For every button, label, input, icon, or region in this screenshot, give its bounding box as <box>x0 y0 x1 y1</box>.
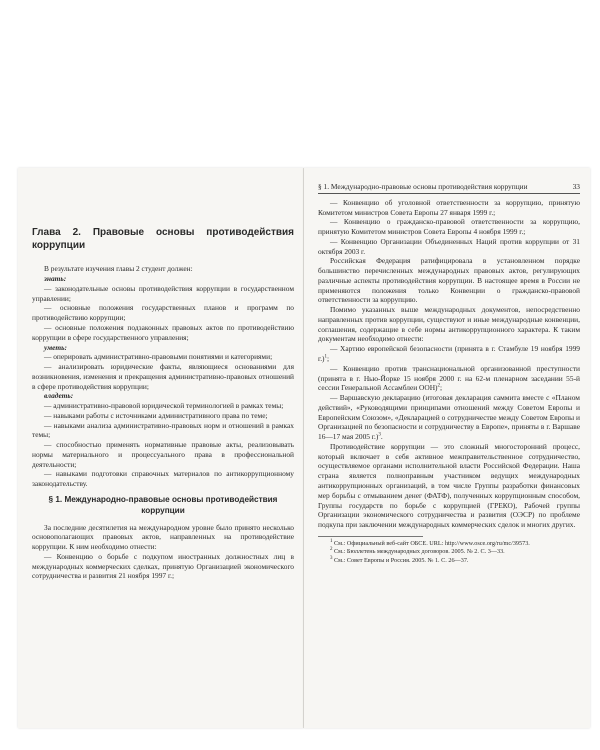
section-list-item: — Конвенцию о борьбе с подкупом иностранных должностных лиц в международных коммерческих сделках, принятую Организацией экономического сотрудничества и развития 21 ноября 1997 г.; <box>32 551 294 581</box>
know-label: знать: <box>44 274 67 284</box>
footnote: $^2$ См.: Бюллетень международных договоров. 2005. № 2. С. 3—33. <box>330 547 505 556</box>
document-item: — Хартию европейской безопасности (принята в г. Стамбуле 19 ноября 1999 г.)$^1$; <box>318 344 580 364</box>
ratification-paragraph: Российская Федерация ратифицировала в установленном порядке большинство перечисленных международных правовых актов, регулирующих различные аспекты противодействия коррупции. В настоящее время в России не применяются положения только Конвенции о гражданско-правовой ответственности за коррупцию. <box>318 256 580 305</box>
section-paragraph: За последние десятилетия на международном уровне было принято несколько основополагающих правовых актов, направленных на противодействие коррупции. К ним необходимо отнести: <box>32 522 294 552</box>
master-item: — навыками анализа административно-правовых норм и отношений в рамках темы; <box>32 420 294 440</box>
other-documents-paragraph: Помимо указанных выше международных документов, непосредственно направленных против коррупции, существуют и иные международные конвенции, соглашения, содержащие в себе нормы антикоррупционного характера. К таким документам необходимо отнести: <box>318 305 580 344</box>
know-item: — основные положения государственных планов и программ по противодействию коррупции; <box>32 303 294 323</box>
footnotes <box>318 536 530 565</box>
footnote-mark: 2 <box>437 383 441 389</box>
able-item: — анализировать юридические факты, являющиеся основаниями для возникновения, изменения и прекращения административно-правовых отношений в сфере противодействия коррупции; <box>32 362 294 391</box>
able-label: уметь: <box>44 342 67 352</box>
convention-item: — Конвенцию Организации Объединенных Наций против коррупции от 31 октября 2003 г. <box>318 236 580 256</box>
left-page <box>18 168 304 728</box>
page-number: 33 <box>572 182 580 191</box>
know-item: — законодательные основы противодействия коррупции в государственном управлении; <box>32 283 294 303</box>
chapter-title: Глава 2. Правовые основы противодействия коррупции <box>32 227 294 252</box>
final-paragraph: Противодействие коррупции — это сложный многосторонний процесс, который включает в себя активное межправительственное сотрудничество, осуществляемое органами исполнительной власти Российской Федерации. Наша страна является полноправным участником ведущих международных антикоррупционных организаций, в том числе Группы разработки финансовых мер борьбы с отмыванием денег (ФАТФ), полученных коррупционным способом, Группы государств по борьбе с коррупцией (ГРЕКО), Рабочей группы Организации экономического сотрудничества и развития (ОЭСР) по проблеме подкупа при заключении международных коммерческих сделок и многих других. <box>318 441 580 530</box>
master-item: — способностью применять нормативные правовые акты, реализовывать нормы материального и процессуального права в профессиональной деятельности; <box>32 440 294 469</box>
running-head-title: § 1. Международно-правовые основы противодействия коррупции <box>318 182 528 191</box>
footnote: $^3$ См.: Совет Европы и Россия. 2005. № 1. С. 26—37. <box>330 555 469 564</box>
section-title: § 1. Международно-правовые основы противодействия коррупции <box>48 494 278 515</box>
master-label: владеть: <box>44 391 74 401</box>
footnote-mark: 1 <box>324 354 328 360</box>
running-head <box>318 182 580 194</box>
know-item: — основные положения подзаконных правовых актов по противодействию коррупции в сфере государственного управления; <box>32 322 294 342</box>
left-page-content <box>32 226 294 581</box>
intro-text: В результате изучения главы 2 студент должен: <box>44 264 193 274</box>
document-item: — Варшавскую декларацию (итоговая декларация саммита вместе с «Планом действий», «Руководящими принципами отношений между Советом Европы и Европейским Союзом», «Декларацией о сотрудничестве между Советом Европы и Организацией по безопасности и сотрудничеству в Европе», приняты в г. Варшаве 16—17 мая 2005 г.)$^3$. <box>318 393 580 442</box>
master-item: — навыками работы с источниками административного права по теме; <box>44 410 268 420</box>
footnote-mark: 3 <box>378 432 381 438</box>
convention-item: — Конвенцию об уголовной ответственности за коррупцию, принятую Комитетом министров Совета Европы 27 января 1999 г.; <box>318 197 580 217</box>
footnote: $^1$ См.: Официальный веб-сайт ОБСЕ. URL: http://www.osce.org/ru/mc/39573. <box>330 538 530 547</box>
master-item: — навыками подготовки справочных материалов по антикоррупционному законодательству. <box>32 469 294 489</box>
master-item: — административно-правовой юридической терминологией в рамках темы; <box>44 401 284 411</box>
document-item: — Конвенцию против транснациональной организованной преступности (принята в г. Нью-Йорке 15 ноября 2000 г. на 62-м пленарном заседании 55-й сессии Генеральной Ассамблеи ООН)$^2$; <box>318 363 580 393</box>
right-page <box>304 168 590 728</box>
convention-item: — Конвенцию о гражданско-правовой ответственности за коррупцию, принятую Комитетом министров Совета Европы 4 ноября 1999 г.; <box>318 217 580 237</box>
right-page-content <box>318 182 580 565</box>
able-item: — оперировать административно-правовыми понятиями и категориями; <box>44 352 273 362</box>
